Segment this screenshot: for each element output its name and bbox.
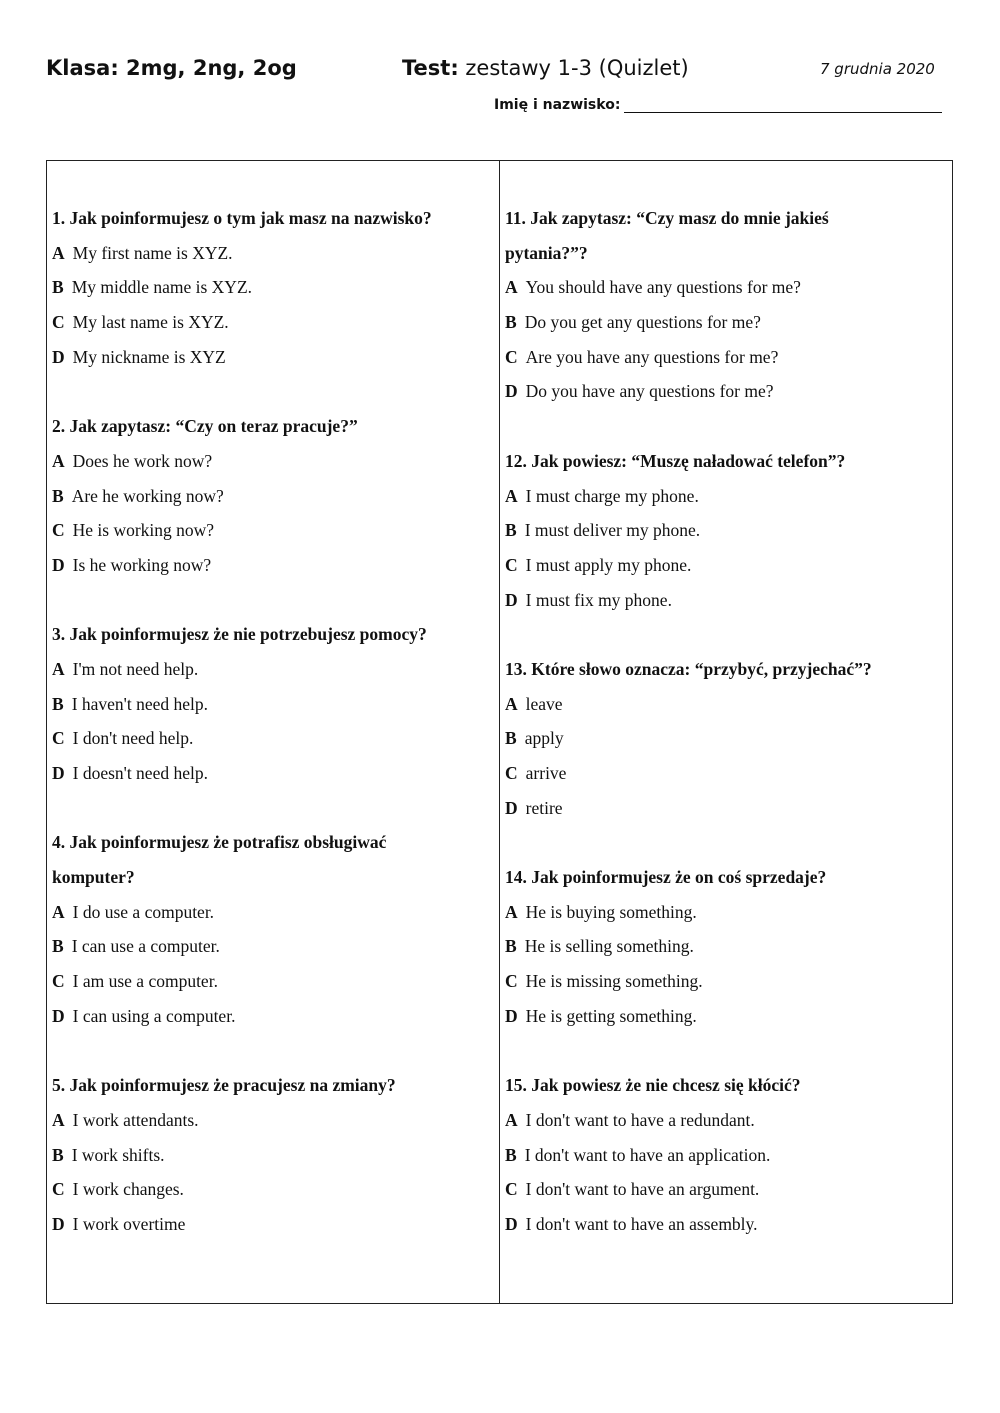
option-text: You should have any questions for me? xyxy=(525,277,801,298)
option-letter: C xyxy=(505,554,518,575)
option-text: I must fix my phone. xyxy=(525,589,672,610)
answer-option[interactable] xyxy=(505,1138,952,1173)
spacer xyxy=(52,1034,499,1069)
name-label: Imię i nazwisko: xyxy=(494,97,621,113)
answer-option[interactable] xyxy=(52,340,499,375)
class-label: Klasa: 2mg, 2ng, 2og xyxy=(46,56,297,80)
answer-option[interactable] xyxy=(505,999,952,1034)
spacer xyxy=(505,825,952,860)
answer-option[interactable] xyxy=(52,999,499,1034)
option-text: I haven't need help. xyxy=(71,693,208,714)
option-text: He is getting something. xyxy=(525,1005,697,1026)
option-letter: C xyxy=(505,1179,518,1200)
test-title xyxy=(402,56,689,80)
option-letter: C xyxy=(505,971,518,992)
answer-option[interactable] xyxy=(52,1207,499,1242)
question-text: 2. Jak zapytasz: “Czy on teraz pracuje?” xyxy=(52,416,358,437)
option-letter: D xyxy=(505,1213,518,1234)
option-text: I don't need help. xyxy=(72,728,194,749)
answer-option[interactable] xyxy=(52,721,499,756)
option-text: I must apply my phone. xyxy=(525,554,692,575)
option-letter: A xyxy=(505,1109,518,1130)
answer-option[interactable] xyxy=(52,548,499,583)
answer-option[interactable] xyxy=(52,756,499,791)
answer-option[interactable] xyxy=(505,340,952,375)
question-block xyxy=(505,1068,952,1276)
answer-option[interactable] xyxy=(505,929,952,964)
option-text: He is buying something. xyxy=(525,901,697,922)
option-text: He is missing something. xyxy=(525,971,703,992)
option-letter: A xyxy=(505,901,518,922)
option-text: I work shifts. xyxy=(71,1144,165,1165)
answer-option[interactable] xyxy=(52,652,499,687)
option-letter: A xyxy=(505,277,518,298)
date: 7 grudnia 2020 xyxy=(820,60,935,78)
option-letter: C xyxy=(52,520,65,541)
option-text: My nickname is XYZ xyxy=(72,346,226,367)
option-text: I work overtime xyxy=(72,1213,186,1234)
answer-option[interactable] xyxy=(52,444,499,479)
option-letter: D xyxy=(52,1005,65,1026)
question-text: komputer? xyxy=(52,867,135,888)
option-letter: A xyxy=(52,901,65,922)
answer-option[interactable] xyxy=(505,583,952,618)
spacer xyxy=(505,1242,952,1277)
option-letter: B xyxy=(505,728,517,749)
option-text: retire xyxy=(525,797,563,818)
option-text: leave xyxy=(525,693,563,714)
option-text: I don't want to have an application. xyxy=(524,1144,771,1165)
question-table xyxy=(46,160,953,1304)
option-letter: A xyxy=(505,485,518,506)
option-letter: A xyxy=(52,658,65,679)
option-text: My last name is XYZ. xyxy=(72,312,229,333)
test-value: zestawy 1-3 (Quizlet) xyxy=(458,56,689,80)
answer-option[interactable] xyxy=(505,964,952,999)
option-text: He is working now? xyxy=(72,520,215,541)
question-block xyxy=(505,652,952,860)
option-text: Are he working now? xyxy=(71,485,224,506)
option-text: My first name is XYZ. xyxy=(72,242,233,263)
answer-option[interactable] xyxy=(505,513,952,548)
option-text: Are you have any questions for me? xyxy=(525,346,779,367)
answer-option[interactable] xyxy=(52,1138,499,1173)
question-text: 15. Jak powiesz że nie chcesz się kłócić? xyxy=(505,1075,801,1096)
option-text: I'm not need help. xyxy=(72,658,199,679)
option-letter: A xyxy=(52,450,65,471)
option-text: I am use a computer. xyxy=(72,971,218,992)
question-block xyxy=(52,825,499,1068)
right-column xyxy=(500,161,952,1303)
option-letter: D xyxy=(505,1005,518,1026)
option-letter: C xyxy=(52,1179,65,1200)
question-text: 12. Jak powiesz: “Muszę naładować telefon”? xyxy=(505,450,846,471)
answer-option[interactable] xyxy=(52,687,499,722)
answer-option[interactable] xyxy=(505,548,952,583)
question-text: 14. Jak poinformujesz że on coś sprzedaje? xyxy=(505,867,827,888)
left-column xyxy=(47,161,500,1303)
answer-option[interactable] xyxy=(505,1172,952,1207)
answer-option[interactable] xyxy=(505,305,952,340)
option-letter: C xyxy=(505,346,518,367)
name-field xyxy=(494,96,942,113)
question-text: 11. Jak zapytasz: “Czy masz do mnie jakieś xyxy=(505,208,829,228)
option-letter: B xyxy=(505,1144,517,1165)
option-text: Do you have any questions for me? xyxy=(525,381,774,402)
spacer xyxy=(52,374,499,409)
option-text: I must charge my phone. xyxy=(525,485,699,506)
option-letter: C xyxy=(52,728,65,749)
option-text: Does he work now? xyxy=(72,450,213,471)
question-block xyxy=(505,201,952,444)
answer-option[interactable] xyxy=(52,929,499,964)
option-letter: D xyxy=(52,346,65,367)
option-letter: D xyxy=(505,589,518,610)
question-block xyxy=(52,1068,499,1276)
option-letter: A xyxy=(505,693,518,714)
question-text: 5. Jak poinformujesz że pracujesz na zmiany? xyxy=(52,1075,396,1096)
option-letter: D xyxy=(52,1213,65,1234)
answer-option[interactable] xyxy=(52,1103,499,1138)
question-text: 4. Jak poinformujesz że potrafisz obsługiwać xyxy=(52,832,387,853)
option-text: Do you get any questions for me? xyxy=(524,312,761,333)
answer-option[interactable] xyxy=(52,479,499,514)
spacer xyxy=(52,791,499,826)
question-block xyxy=(505,444,952,652)
option-text: I do use a computer. xyxy=(72,901,215,922)
option-text: He is selling something. xyxy=(524,936,694,957)
answer-option[interactable] xyxy=(52,513,499,548)
answer-option[interactable] xyxy=(505,756,952,791)
answer-option[interactable] xyxy=(52,895,499,930)
option-letter: B xyxy=(505,936,517,957)
spacer xyxy=(505,617,952,652)
spacer xyxy=(52,583,499,618)
option-letter: A xyxy=(52,1109,65,1130)
option-text: arrive xyxy=(525,763,567,783)
answer-option[interactable] xyxy=(505,791,952,826)
option-letter: D xyxy=(52,554,65,575)
answer-option[interactable] xyxy=(505,270,952,305)
option-letter: B xyxy=(52,693,64,714)
question-text: pytania?”? xyxy=(505,242,588,263)
option-text: I don't want to have an assembly. xyxy=(525,1213,758,1234)
option-letter: B xyxy=(52,277,64,298)
option-letter: C xyxy=(52,971,65,992)
answer-option[interactable] xyxy=(505,721,952,756)
option-text: I work changes. xyxy=(72,1179,184,1200)
question-block xyxy=(505,860,952,1068)
answer-option[interactable] xyxy=(52,270,499,305)
question-block xyxy=(52,409,499,617)
test-label: Test: xyxy=(402,56,459,80)
answer-option[interactable] xyxy=(505,687,952,722)
answer-option[interactable] xyxy=(505,374,952,409)
option-text: I doesn't need help. xyxy=(72,763,208,783)
answer-option[interactable] xyxy=(505,479,952,514)
name-blank-line[interactable] xyxy=(624,96,942,113)
answer-option[interactable] xyxy=(505,1207,952,1242)
option-text: My middle name is XYZ. xyxy=(71,277,253,298)
spacer xyxy=(505,1034,952,1069)
option-letter: A xyxy=(52,242,65,263)
option-text: I work attendants. xyxy=(72,1109,199,1130)
option-text: Is he working now? xyxy=(72,554,212,575)
answer-option[interactable] xyxy=(52,236,499,271)
spacer xyxy=(52,1242,499,1277)
question-text: 3. Jak poinformujesz że nie potrzebujesz pomocy? xyxy=(52,624,427,645)
option-letter: B xyxy=(52,1144,64,1165)
option-text: I must deliver my phone. xyxy=(524,520,701,541)
question-block xyxy=(52,617,499,825)
spacer xyxy=(505,409,952,444)
option-letter: B xyxy=(52,485,64,506)
option-letter: D xyxy=(52,763,65,783)
option-text: I can using a computer. xyxy=(72,1005,236,1026)
question-block xyxy=(52,201,499,409)
answer-option[interactable] xyxy=(52,964,499,999)
option-letter: B xyxy=(505,312,517,333)
option-text: I don't want to have a redundant. xyxy=(525,1109,755,1130)
option-text: I don't want to have an argument. xyxy=(525,1179,760,1200)
option-text: I can use a computer. xyxy=(71,936,220,957)
question-text: 1. Jak poinformujesz o tym jak masz na nazwisko? xyxy=(52,208,432,228)
answer-option[interactable] xyxy=(52,305,499,340)
option-letter: B xyxy=(505,520,517,541)
question-text: 13. Które słowo oznacza: “przybyć, przyjechać”? xyxy=(505,658,872,679)
answer-option[interactable] xyxy=(505,895,952,930)
option-text: apply xyxy=(524,728,564,749)
answer-option[interactable] xyxy=(52,1172,499,1207)
option-letter: C xyxy=(505,763,518,783)
option-letter: D xyxy=(505,381,518,402)
option-letter: B xyxy=(52,936,64,957)
option-letter: D xyxy=(505,797,518,818)
answer-option[interactable] xyxy=(505,1103,952,1138)
option-letter: C xyxy=(52,312,65,333)
